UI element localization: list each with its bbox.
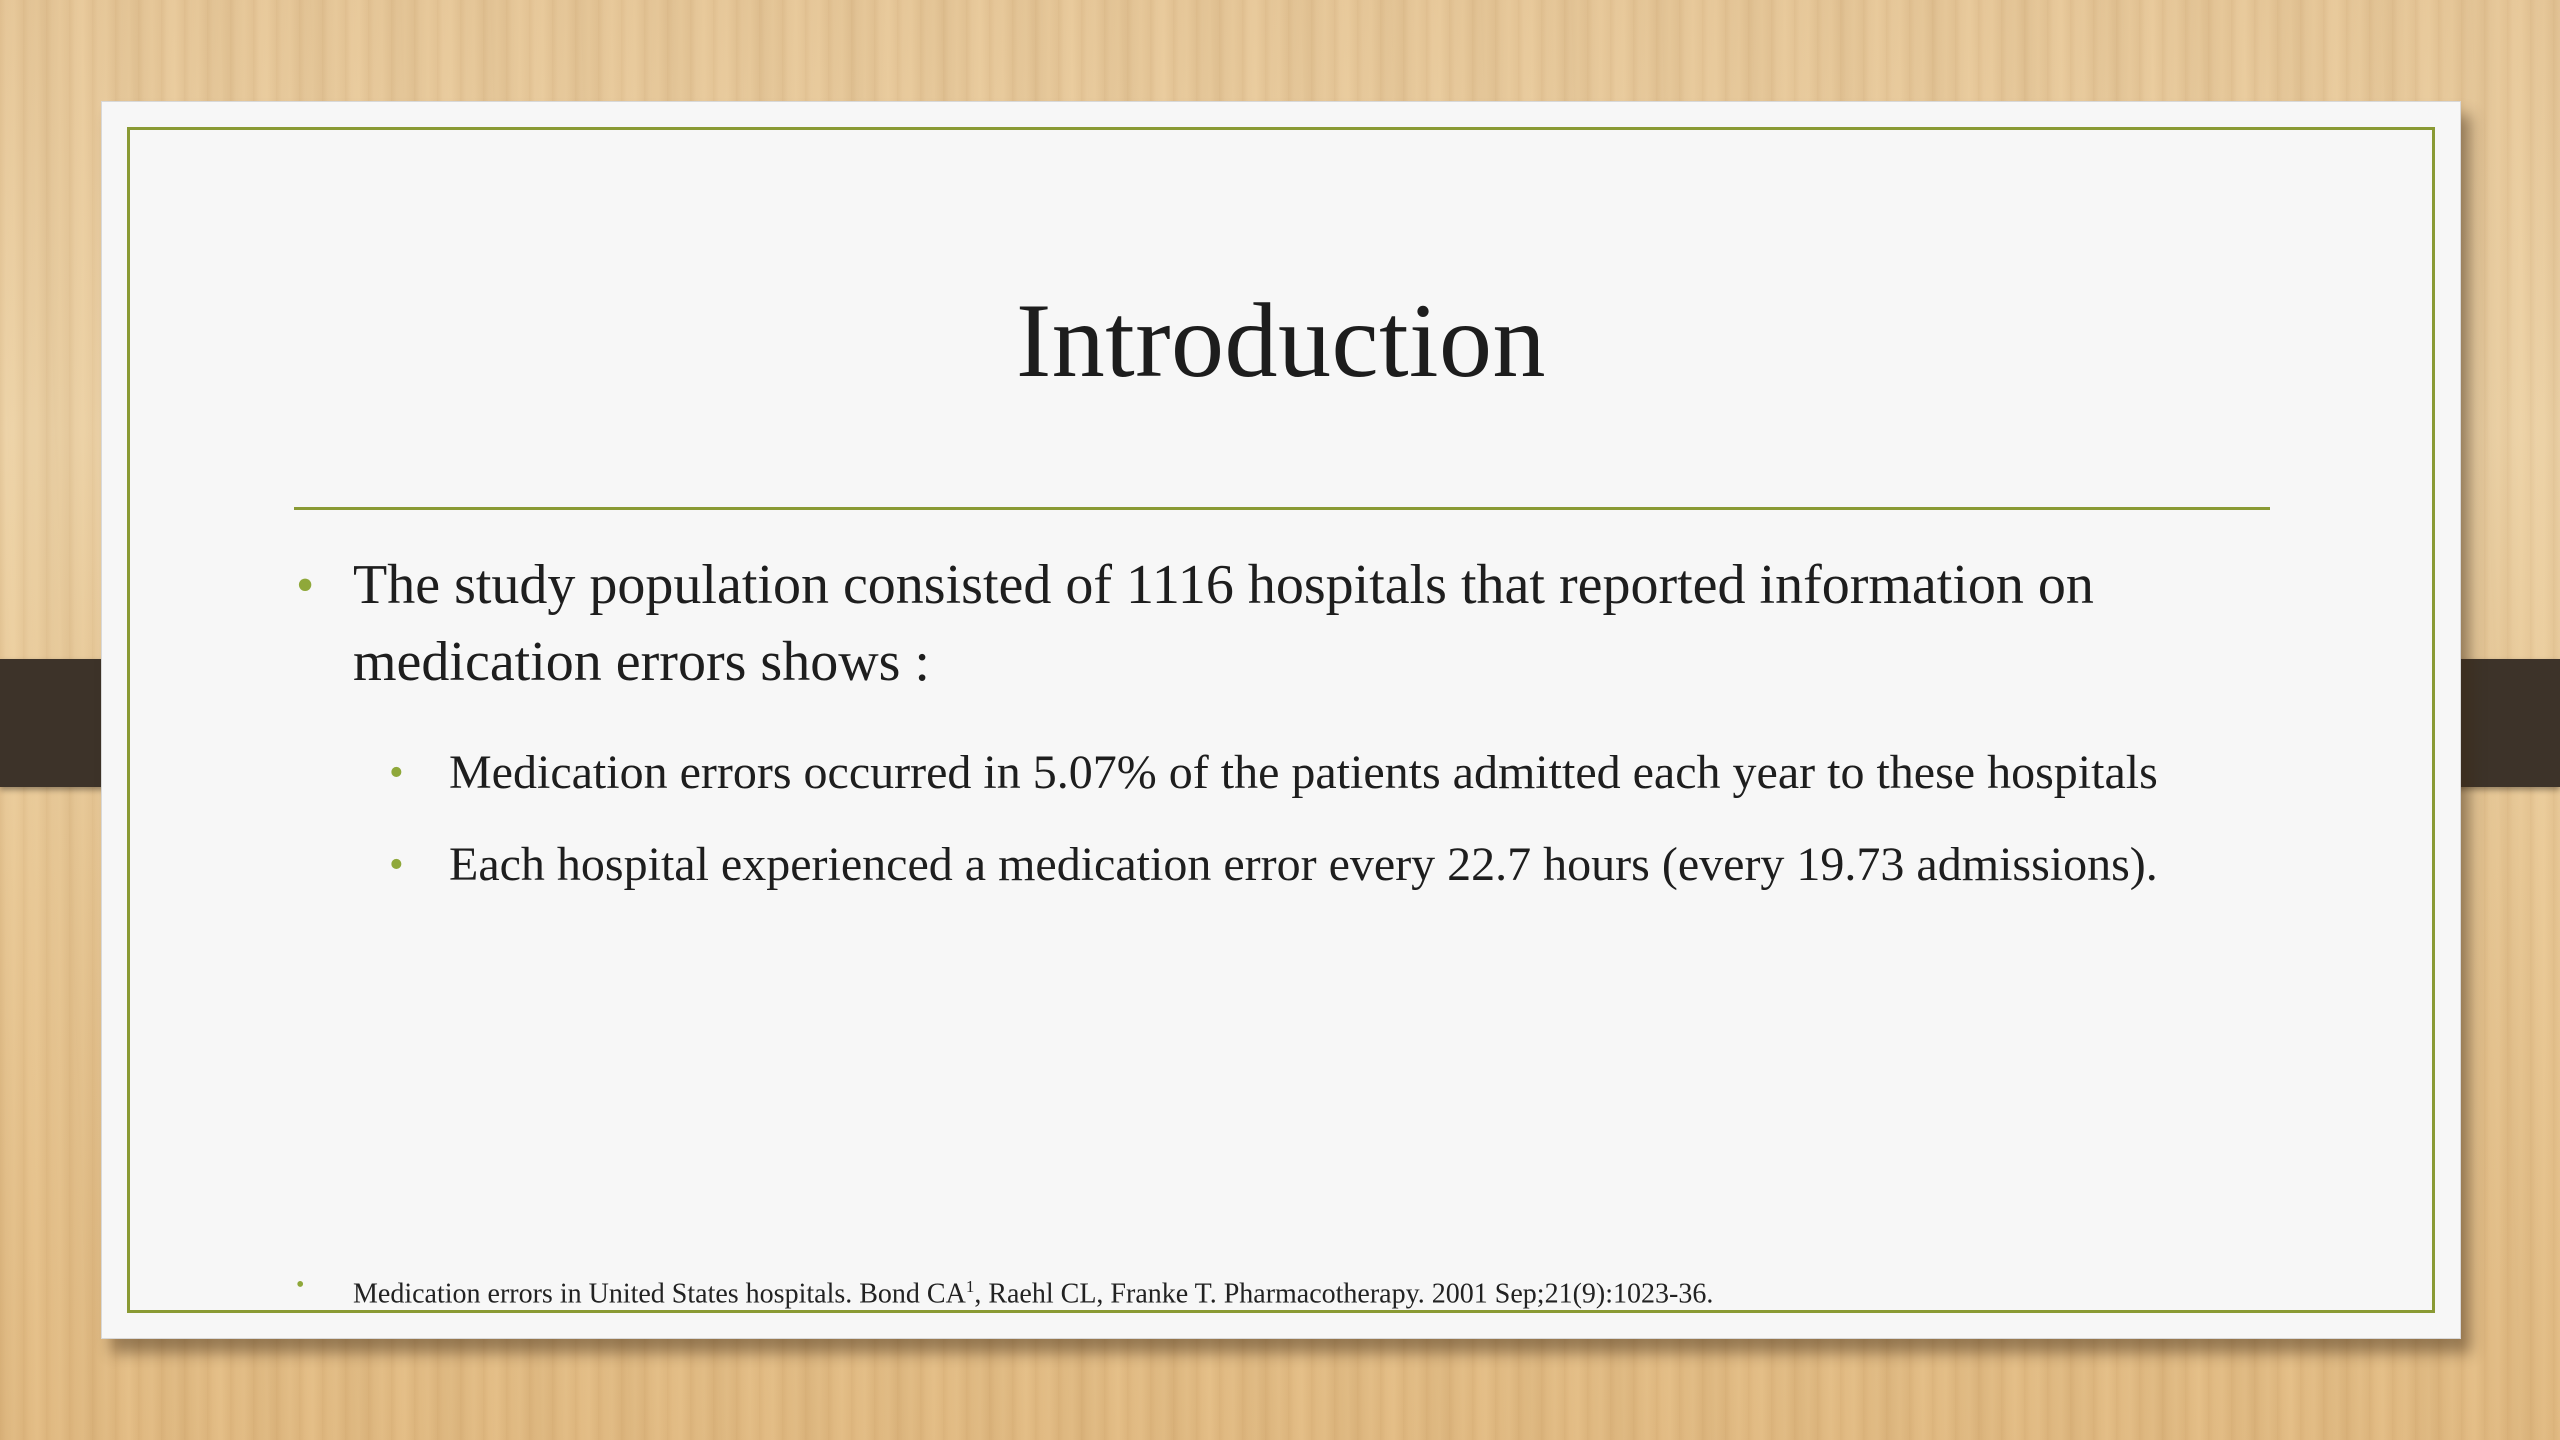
bullet-item [294,547,2334,701]
bullet-icon: • [296,1272,305,1298]
slide-title: Introduction [1016,282,1546,399]
slide [101,101,2461,1339]
bullet-list [294,547,2334,897]
bullet-icon: • [389,842,404,888]
reference-superscript: 1 [965,1277,975,1296]
sub-bullet-text: Each hospital experienced a medication error every 22.7 hours (every 19.73 admissions). [449,838,2158,891]
sub-bullet-item [389,833,2249,897]
bullet-icon: • [389,750,404,796]
bullet-icon: • [296,557,315,614]
sub-bullet-item [389,741,2249,805]
reference-citation [294,1267,2253,1314]
bullet-text: The study population consisted of 1116 hospitals that reported information on medication errors shows : [353,554,2094,693]
reference-text-part2: , Raehl CL, Franke T. Pharmacotherapy. 2001 Sep;21(9):1023-36. [974,1278,1714,1310]
reference-text-part1: Medication errors in United States hospitals. Bond CA [353,1278,966,1310]
title-divider [294,507,2270,510]
sub-bullet-text: Medication errors occurred in 5.07% of the patients admitted each year to these hospitals [449,746,2158,799]
